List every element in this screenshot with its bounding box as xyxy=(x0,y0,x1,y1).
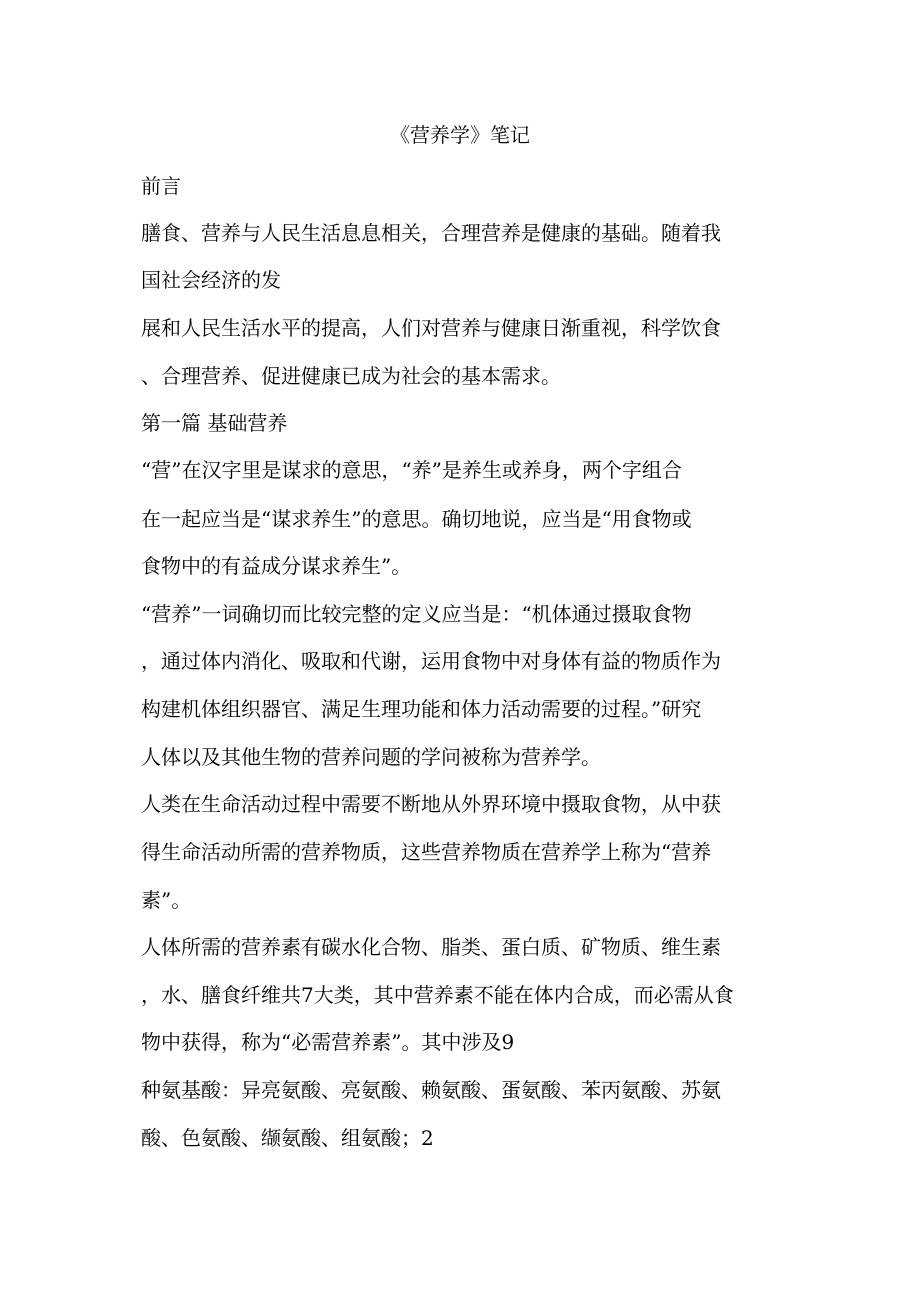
heading-preface: 前言 xyxy=(141,174,181,198)
text-line: 种氨基酸：异亮氨酸、亮氨酸、赖氨酸、蛋氨酸、苯丙氨酸、苏氨 xyxy=(141,1078,721,1102)
text-line: 得生命活动所需的营养物质，这些营养物质在营养学上称为“营养 xyxy=(141,840,712,864)
text-line: “营”在汉字里是谋求的意思，“养”是养生或养身，两个字组合 xyxy=(141,458,682,482)
text-line: 物中获得，称为“必需营养素”。其中涉及9 xyxy=(141,1030,515,1054)
text-line: 食物中的有益成分谋求养生”。 xyxy=(141,554,412,578)
text-line: 展和人民生活水平的提高，人们对营养与健康日渐重视，科学饮食 xyxy=(141,316,721,340)
text-line: 素”。 xyxy=(141,888,192,912)
text-line: 在一起应当是“谋求养生”的意思。确切地说，应当是“用食物或 xyxy=(141,507,692,531)
text-line: ，水、膳食纤维共7大类，其中营养素不能在体内合成，而必需从食 xyxy=(141,983,734,1007)
text-line: 人体以及其他生物的营养问题的学问被称为营养学。 xyxy=(141,745,601,769)
text-line: 国社会经济的发 xyxy=(141,268,281,292)
text-line: 人体所需的营养素有碳水化合物、脂类、蛋白质、矿物质、维生素 xyxy=(141,935,721,959)
text-line: “营养”一词确切而比较完整的定义应当是：“机体通过摄取食物 xyxy=(141,602,692,626)
text-line: 膳食、营养与人民生活息息相关，合理营养是健康的基础。随着我 xyxy=(141,221,721,245)
heading-part-one: 第一篇 基础营养 xyxy=(141,411,288,435)
text-line: 人类在生命活动过程中需要不断地从外界环境中摄取食物，从中获 xyxy=(141,792,721,816)
text-line: 、合理营养、促进健康已成为社会的基本需求。 xyxy=(141,364,561,388)
text-line: 酸、色氨酸、缬氨酸、组氨酸；2 xyxy=(141,1126,434,1150)
text-line: ，通过体内消化、吸取和代谢，运用食物中对身体有益的物质作为 xyxy=(141,649,721,673)
text-line: 构建机体组织器官、满足生理功能和体力活动需要的过程。”研究 xyxy=(141,697,702,721)
document-title: 《营养学》笔记 xyxy=(390,123,530,147)
